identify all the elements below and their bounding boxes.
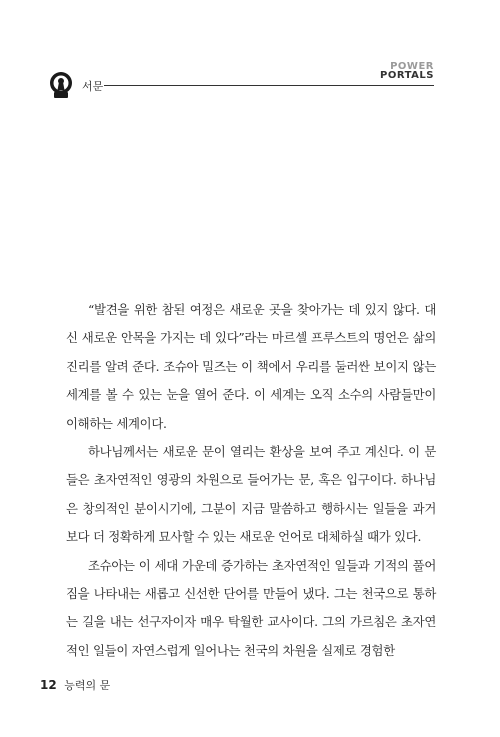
page-header	[0, 0, 500, 110]
series-brand	[380, 62, 434, 80]
body-text	[66, 296, 436, 665]
paragraph: 조슈아는 이 세대 가운데 증가하는 초자연적인 일들과 기적의 풀어짐을 나타내는 새롭고 신선한 단어를 만들어 냈다. 그는 천국으로 통하는 길을 내는 선구자이자 매우 탁월한 교사이다. 그의 가르침은 초자연적인 일들이 자연스럽게 일어나는 천국의 차원을 실제로 경험한	[66, 557, 436, 658]
paragraph: 하나님께서는 새로운 문이 열리는 환상을 보여 주고 계신다. 이 문들은 초자연적인 영광의 차원으로 들어가는 문, 혹은 입구이다. 하나님은 창의적인 분이시기에, 그분이 지금 말씀하고 행하시는 일들을 과거보다 더 정확하게 묘사할 수 있는 새로운 언어로 대체하실 때가 있다.	[66, 444, 436, 545]
header-divider	[104, 85, 434, 86]
keyhole-logo-icon	[48, 70, 74, 100]
page-number: 12	[40, 678, 57, 692]
brand-line-portals: PORTALS	[380, 70, 434, 81]
paragraph: “발견을 위한 참된 여정은 새로운 곳을 찾아가는 데 있지 않다. 대신 새로운 안목을 가지는 데 있다”라는 마르셀 프루스트의 명언은 삶의 진리를 알려 준다. 조슈아 밀즈는 이 책에서 우리를 둘러싼 보이지 않는 세계를 볼 수 있는 눈을 열어 준다. 이 세계는 오직 소수의 사람들만이 이해하는 세계이다.	[66, 302, 436, 431]
page-footer	[40, 677, 110, 693]
book-title: 능력의 문	[64, 679, 111, 692]
section-title: 서문	[82, 80, 104, 93]
brand-line-power: POWER	[390, 61, 434, 72]
